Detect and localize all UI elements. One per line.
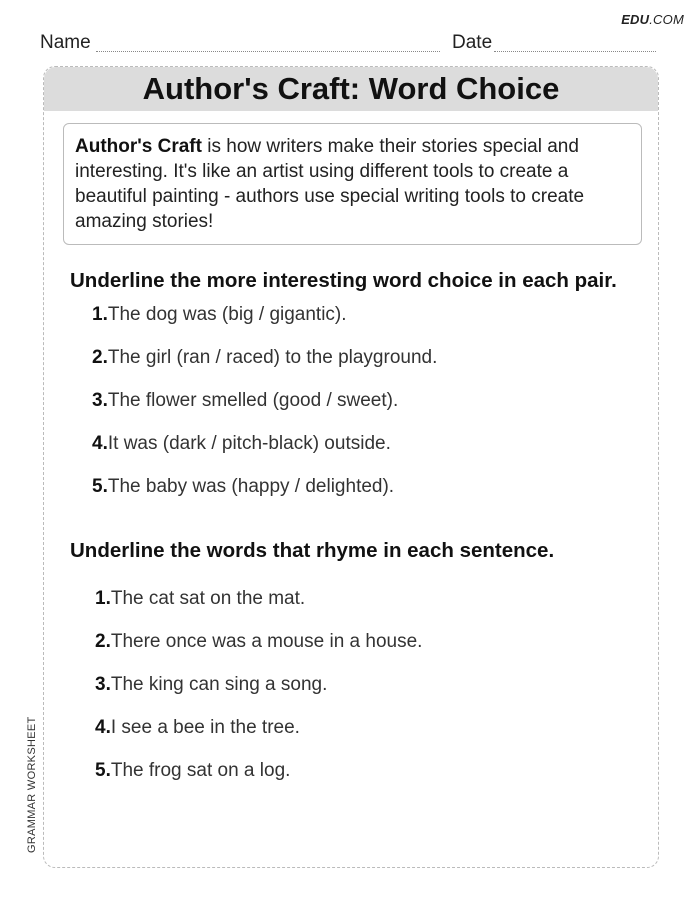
list-item	[92, 476, 437, 519]
item-text: There once was a mouse in a house.	[110, 631, 423, 652]
list-item	[92, 433, 437, 476]
list-item	[95, 760, 422, 803]
item-number: 2.	[92, 347, 108, 368]
item-number: 4.	[95, 717, 111, 738]
item-number: 3.	[92, 390, 108, 411]
item-text: I see a bee in the tree.	[110, 717, 300, 738]
intro-term: Author's Craft	[75, 136, 202, 157]
item-text: The cat sat on the mat.	[110, 588, 306, 609]
date-field-line[interactable]	[494, 51, 656, 52]
item-number: 2.	[95, 631, 111, 652]
title-band	[44, 67, 658, 111]
list-item	[92, 390, 437, 433]
item-text: The dog was (big / gigantic).	[107, 304, 347, 325]
intro-text: is how writers make their stories special and interesting. It's like an artist using different tools to create a beautiful painting - authors use special writing tools to create amazing stories!	[75, 136, 585, 232]
item-number: 5.	[95, 760, 111, 781]
item-number: 1.	[95, 588, 111, 609]
section2-list	[95, 588, 422, 803]
section2-title: Underline the words that rhyme in each sentence.	[70, 539, 555, 562]
list-item	[92, 304, 437, 347]
name-date-line	[40, 30, 656, 54]
date-label: Date	[452, 32, 493, 53]
item-text: The frog sat on a log.	[110, 760, 291, 781]
side-label: GRAMMAR WORKSHEET	[26, 716, 38, 853]
item-number: 4.	[92, 433, 108, 454]
item-number: 3.	[95, 674, 111, 695]
brand-logo-suffix: .COM	[649, 12, 684, 27]
list-item	[92, 347, 437, 390]
name-field-line[interactable]	[96, 51, 440, 52]
list-item	[95, 717, 422, 760]
item-text: The girl (ran / raced) to the playground.	[107, 347, 438, 368]
section1-title: Underline the more interesting word choice in each pair.	[70, 269, 617, 292]
list-item	[95, 674, 422, 717]
item-text: The flower smelled (good / sweet).	[107, 390, 399, 411]
list-item	[95, 631, 422, 674]
section1-list	[92, 304, 437, 519]
list-item	[95, 588, 422, 631]
name-label: Name	[40, 32, 91, 53]
worksheet-title: Author's Craft: Word Choice	[142, 71, 560, 106]
intro-box	[63, 123, 642, 245]
item-text: The king can sing a song.	[110, 674, 328, 695]
brand-logo-bold: EDU	[621, 12, 650, 27]
item-text: The baby was (happy / delighted).	[107, 476, 395, 497]
item-number: 5.	[92, 476, 108, 497]
item-text: It was (dark / pitch-black) outside.	[107, 433, 391, 454]
brand-logo	[621, 12, 684, 27]
item-number: 1.	[92, 304, 108, 325]
worksheet-card	[43, 66, 659, 868]
